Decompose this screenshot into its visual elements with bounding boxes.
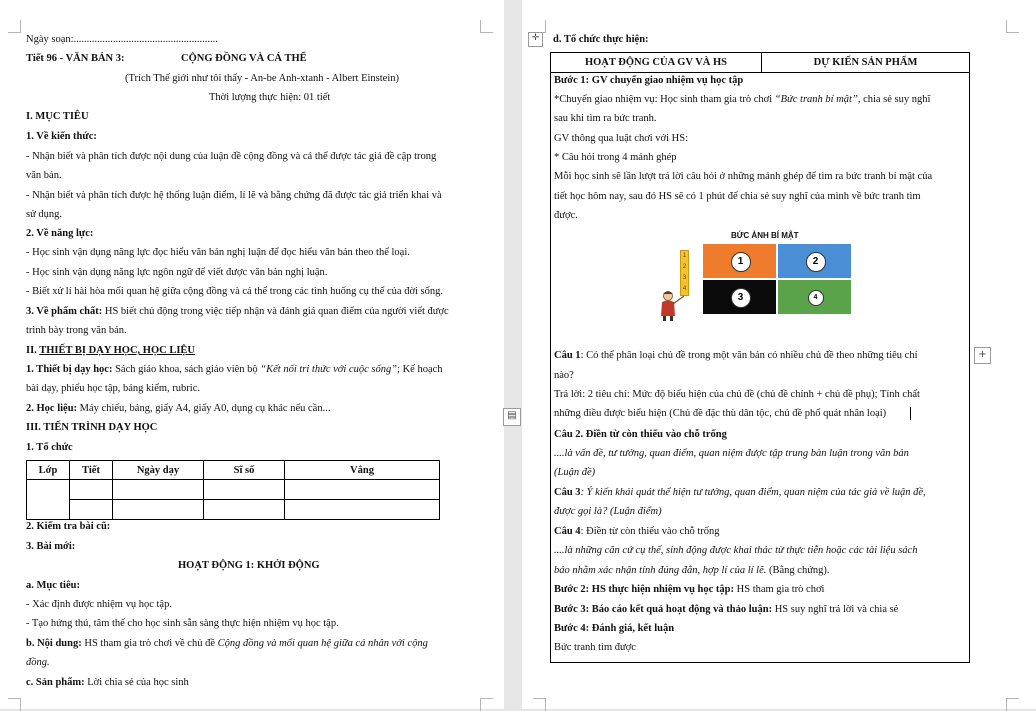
organization-heading: d. Tổ chức thực hiện: [553,34,649,45]
corner-mark [480,698,493,711]
table-cell[interactable] [27,480,70,520]
table-cell[interactable] [204,500,285,520]
section-prefix: II. [26,345,40,356]
layout-options-icon[interactable]: ▤ [503,408,521,426]
paragraph-line [554,93,930,106]
picture-title: BỨC ẢNH BÍ MẬT [731,231,799,240]
paragraph-text: , chia sẻ suy nghĩ [857,94,931,105]
paragraph-line: - Xác định được nhiệm vụ học tập. [26,599,172,610]
page-gutter [504,0,522,709]
paragraph-line [554,349,918,362]
subsection-new-lesson: 3. Bài mới: [26,541,76,552]
paragraph-line [554,486,926,499]
paragraph-line [26,637,428,650]
subsection-knowledge: 1. Về kiến thức: [26,131,97,142]
paragraph-line: Bức tranh tìm được [554,642,636,653]
ruler-mark: 2 [682,264,687,270]
equipment-text: Sách giáo khoa, sách giáo viên bộ [112,364,261,375]
paragraph-line [26,305,449,318]
table-header: Vắng [285,461,440,480]
paragraph-line [554,583,824,596]
corner-mark [480,20,493,33]
qualities-text: HS biết chủ động trong việc tiếp nhận và đánh giá quan điểm của người viết được [102,306,449,317]
corner-mark [1006,20,1019,33]
content-text: HS tham gia trò chơi về chủ đề [81,638,218,649]
paragraph-line: bài dạy, phiếu học tập, bảng kiểm, rubric. [26,383,200,394]
paragraph-line: sử dụng. [26,209,63,220]
ruler-mark: 3 [682,275,687,281]
paragraph-line: - Nhận biết và phân tích được nội dung của luận đề cộng đồng và cá thể được tác giả đề cập trong [26,151,437,162]
paragraph-line: - Học sinh vận dụng năng lực ngôn ngữ để viết được văn bản nghị luận. [26,267,328,278]
paragraph-line: Mỗi học sinh sẽ lần lượt trả lời câu hỏi ở những mảnh ghép để tìm ra bức tranh bí mật của [554,171,933,182]
table-cell[interactable] [285,480,440,500]
text-cursor [910,407,911,420]
qualities-label: 3. Về phẩm chất: [26,306,103,317]
paragraph-line [554,525,720,538]
corner-mark [1006,698,1019,711]
paragraph-line [554,564,830,577]
section-procedure: III. TIẾN TRÌNH DẠY HỌC [26,422,158,433]
paragraph-text: (Bằng chứng). [766,565,830,576]
table-row [27,480,440,500]
objective-label: a. Mục tiêu: [26,580,80,591]
section-equipment [26,344,195,357]
duration-line: Thời lượng thực hiện: 01 tiết [209,92,331,103]
paragraph-line [26,363,443,376]
paragraph-line: * Câu hỏi trong 4 mảnh ghép [554,152,677,163]
book-title: “Kết nối tri thức với cuộc sống” [260,364,398,375]
game-name: “Bức tranh bí mật” [774,94,858,105]
activity-heading: HOẠT ĐỘNG 1: KHỞI ĐỘNG [178,560,320,571]
puzzle-tile-4[interactable] [777,279,852,315]
puzzle-tile-3[interactable] [702,279,777,315]
question-text: : Điền từ còn thiếu vào chỗ trống [580,526,720,537]
table-cell[interactable] [285,500,440,520]
table-header: Tiết [70,461,113,480]
subsection-skills: 2. Về năng lực: [26,228,94,239]
table-move-handle-icon[interactable]: ✛ [528,32,543,47]
table-row [27,500,440,520]
paragraph-line: được. [554,210,578,221]
equipment-text: ; Kế hoạch [397,364,443,375]
paragraph-line: đồng. [26,657,50,668]
corner-mark [8,698,21,711]
product-label: c. Sản phẩm: [26,677,85,688]
paragraph-line: nào? [554,370,574,381]
equipment-label: 1. Thiết bị dạy học: [26,364,113,375]
step-2-label: Bước 2: HS thực hiện nhiệm vụ học tập: [554,584,735,595]
table-cell[interactable] [204,480,285,500]
puzzle-tile-1[interactable] [702,243,777,279]
table-header-row [27,461,440,480]
paragraph-line: Trả lời: 2 tiêu chí: Mức độ biểu hiện của chủ đề (chủ đề chính + chủ đề phụ); Tính chất [554,389,920,400]
content-label: b. Nội dung: [26,638,82,649]
product-text: Lời chia sẻ của học sinh [84,677,189,688]
question-label: Câu 3 [554,487,581,498]
date-line: Ngày soạn:....................................................... [26,34,218,45]
question-label: Câu 4 [554,526,581,537]
table-header: Lớp [27,461,70,480]
puzzle-tile-2[interactable] [777,243,852,279]
paragraph-line: ....là những căn cứ cụ thể, sinh động được khai thác từ thực tiễn hoặc các tài liệu sách [554,545,918,556]
paragraph-line: GV thông qua luật chơi với HS: [554,133,688,144]
paragraph-line: - Biết xử lí hài hòa mối quan hệ giữa cộng đồng và cá thể trong các tình huống cụ thể của đời sống. [26,286,443,297]
paragraph-line: trình bày trong văn bản. [26,325,127,336]
secret-picture [702,243,852,315]
paragraph-line: ....là vấn đề, tư tưởng, quan điểm, quan niệm được tập trung bàn luận trong văn bản [554,448,909,459]
subsection-review: 2. Kiểm tra bài cũ: [26,521,111,532]
paragraph-line: - Tạo hứng thú, tâm thế cho học sinh sẵn sàng thực hiện nhiệm vụ học tập. [26,618,339,629]
question-text: : Ý kiến khái quát thể hiện tư tưởng, quan điểm, quan niệm của tác giả về luận đề, [580,487,926,498]
paragraph-line: - Nhận biết và phân tích được hệ thống luận điểm, lí lẽ và bằng chứng đã được tác giả triển khai và [26,190,442,201]
step-3-label: Bước 3: Báo cáo kết quả hoạt động và thảo luận: [554,604,773,615]
table-cell[interactable] [113,500,204,520]
step-4-label: Bước 4: Đánh giá, kết luận [554,623,675,634]
source-line: (Trích Thế giới như tôi thấy - An-be Anh-xtanh - Albert Einstein) [125,73,399,84]
tile-number: 1 [731,252,751,272]
lesson-code: Tiết 96 - VĂN BẢN 3: [26,53,125,64]
question-label: Câu 2. Điền từ còn thiếu vào chỗ trống [554,429,727,440]
table-cell[interactable] [70,500,113,520]
question-label: Câu 1 [554,350,581,361]
paragraph-text: *Chuyển giao nhiệm vụ: Học sinh tham gia trò chơi [554,94,775,105]
section-objectives: I. MỤC TIÊU [26,111,89,122]
teacher-figure-icon [658,290,688,322]
paragraph-line: - Học sinh vận dụng năng lực đọc hiểu văn bản nghị luận để đọc hiểu văn bản theo thể loại. [26,247,410,258]
table-cell[interactable] [113,480,204,500]
corner-mark [8,20,21,33]
column-header: DỰ KIẾN SẢN PHẨM [813,57,918,68]
paragraph-line: sau khi tìm ra bức tranh. [554,113,657,124]
insert-column-icon[interactable]: + [974,347,991,364]
paragraph-line: (Luận đề) [554,467,596,478]
step-text: HS suy nghĩ trả lời và chia sẻ [772,604,899,615]
column-header: HOẠT ĐỘNG CỦA GV VÀ HS [551,53,762,72]
ruler-mark: 4 [682,286,687,292]
class-schedule-table [26,460,440,520]
section-equipment-title: THIẾT BỊ DẠY HỌC, HỌC LIỆU [39,345,196,356]
tile-number: 2 [806,252,826,272]
paragraph-line: được gọi là? (Luận điểm) [554,506,662,517]
step-text: HS tham gia trò chơi [734,584,825,595]
materials-label: 2. Học liệu: [26,403,78,414]
ruler-mark: 1 [682,253,687,259]
step-1-label: Bước 1: GV chuyển giao nhiệm vụ học tập [554,75,744,86]
paragraph-line [26,402,330,415]
content-topic: Cộng đồng và mối quan hệ giữa cá nhân với cộng [217,638,428,649]
tile-number: 4 [808,290,824,306]
table-header: Ngày dạy [113,461,204,480]
lesson-title: CỘNG ĐỒNG VÀ CÁ THỂ [181,53,307,64]
table-cell[interactable] [70,480,113,500]
materials-text: Máy chiếu, bảng, giấy A4, giấy A0, dụng cụ khác nếu cần... [77,403,331,414]
table-header: Sĩ số [204,461,285,480]
paragraph-line: tiết học hôm nay, sau đó HS sẽ có 1 phút để chia sẻ suy nghĩ của mình về bức tranh tìm [554,191,921,202]
corner-mark [533,698,546,711]
subsection-organization: 1. Tổ chức [26,442,73,453]
paragraph-line: những điều được biểu hiện (Chủ đề đặc thù dân tộc, chủ đề phổ quát nhân loại) [554,408,887,419]
paragraph-line [26,676,189,689]
activity-table-header [550,52,970,73]
paragraph-line [554,603,898,616]
tile-number: 3 [731,288,751,308]
question-text: : Có thể phân loại chủ đề trong một văn bản có nhiều chủ đề theo những tiêu chí [580,350,918,361]
paragraph-text: báo nhằm xác nhận tính đúng đắn, hợp lí của lí lẽ. [554,565,767,576]
paragraph-line: văn bản. [26,170,62,181]
